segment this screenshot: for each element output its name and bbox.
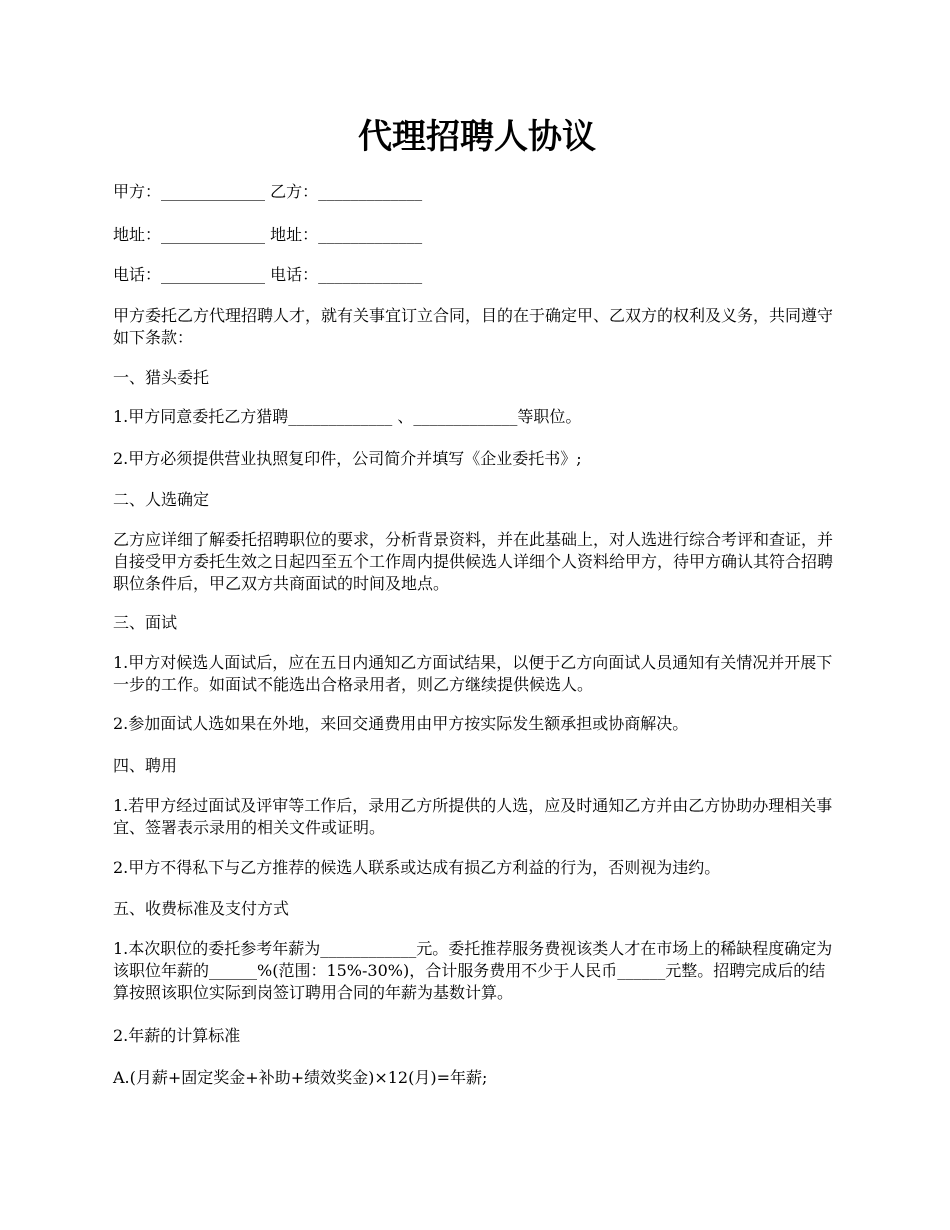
section3-item2: 2.参加面试人选如果在外地，来回交通费用由甲方按实际发生额承担或协商解决。 xyxy=(113,714,689,733)
section1-item2: 2.甲方必须提供营业执照复印件，公司简介并填写《企业委托书》; xyxy=(113,449,582,468)
document-title: 代理招聘人协议 xyxy=(358,117,596,157)
section5-item2a: A.(月薪+固定奖金+补助+绩效奖金)×12(月)=年薪; xyxy=(113,1068,488,1087)
intro-paragraph: 甲方委托乙方代理招聘人才，就有关事宜订立合同，目的在于确定甲、乙双方的权利及义务，共同遵守如下条款： xyxy=(113,306,834,347)
section5-item2: 2.年薪的计算标准 xyxy=(113,1026,241,1045)
phone-line: 电话：_____________ 电话：_____________ xyxy=(113,265,423,284)
address-line: 地址：_____________ 地址：_____________ xyxy=(113,225,423,244)
section5-item1: 1.本次职位的委托参考年薪为____________元。委托推荐服务费视该类人才在市场上的稀缺程度确定为该职位年薪的______%(范围：15%-30%)，合计服务费用不少于人民币______元整。招聘完成后的结算按照该职位实际到岗签订聘用合同的年薪为基数计算。 xyxy=(113,939,833,1002)
section-heading-fees: 五、收费标准及支付方式 xyxy=(113,899,290,918)
section4-item2: 2.甲方不得私下与乙方推荐的候选人联系或达成有损乙方利益的行为，否则视为违约。 xyxy=(113,858,721,877)
section-heading-entrust: 一、猎头委托 xyxy=(113,368,210,387)
section3-item1: 1.甲方对候选人面试后，应在五日内通知乙方面试结果，以便于乙方向面试人员通知有关情况并开展下一步的工作。如面试不能选出合格录用者，则乙方继续提供候选人。 xyxy=(113,653,833,694)
section-heading-candidate: 二、人选确定 xyxy=(113,490,210,509)
section-heading-interview: 三、面试 xyxy=(113,613,178,632)
party-line: 甲方：_____________ 乙方：_____________ xyxy=(113,182,423,201)
section1-item1: 1.甲方同意委托乙方猎聘_____________ 、_____________等职位。 xyxy=(113,407,582,426)
section4-item1: 1.若甲方经过面试及评审等工作后，录用乙方所提供的人选，应及时通知乙方并由乙方协助办理相关事宜、签署表示录用的相关文件或证明。 xyxy=(113,796,833,837)
section2-body: 乙方应详细了解委托招聘职位的要求，分析背景资料，并在此基础上，对人选进行综合考评和查证，并自接受甲方委托生效之日起四至五个工作周内提供候选人详细个人资料给甲方，待甲方确认其符合招聘职位条件后，甲乙双方共商面试的时间及地点。 xyxy=(113,530,834,593)
section-heading-hiring: 四、聘用 xyxy=(113,756,178,775)
